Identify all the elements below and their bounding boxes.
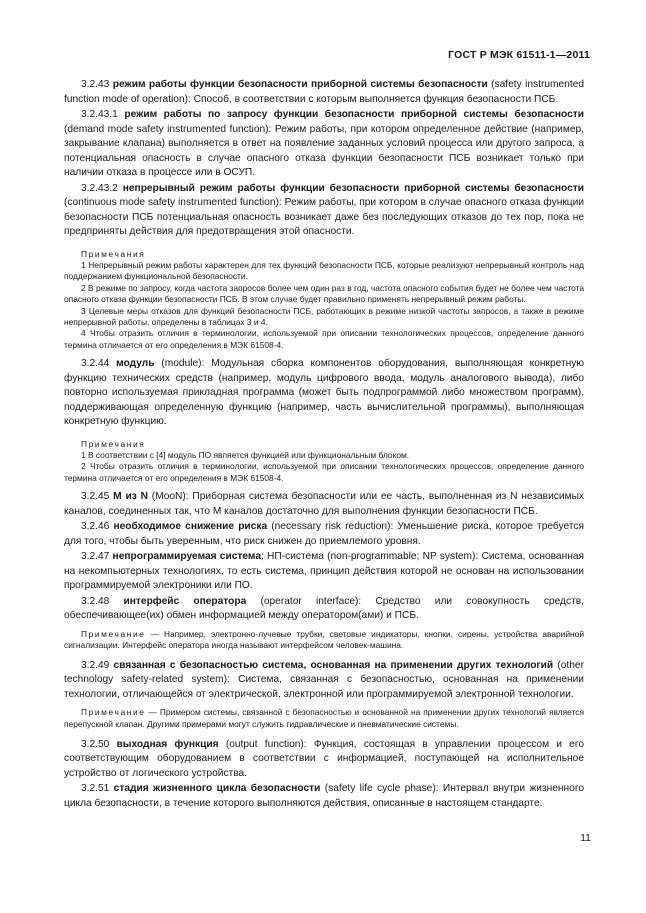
term: интерфейс оператора (123, 595, 247, 607)
term: модуль (116, 358, 155, 370)
clause-3-2-51: 3.2.51 стадия жизненного цикла безопасности (safety life cycle phase): Интервал внутри жизненного цикла безопасности, в течение которого выполняются действия, описанные в настоящем стандарте. (64, 783, 585, 809)
clause-3-2-47: 3.2.47 непрограммируемая система; НП-система (non-programmable; NP system): Система, основанная на некомпьютерных технологиях, то есть система, принцип действия которой не основан на использовании программируемой электроники или ПО. (64, 551, 585, 592)
note-item: 2 Чтобы отразить отличия в терминологии, используемой при описании технологических процессов, определение данного термина отличается от его определения в МЭК 61508-4. (64, 461, 584, 483)
notes-block-2 (64, 439, 584, 485)
note-label: Примечание (81, 628, 146, 639)
note-item: 2 В режиме по запросу, когда частота запросов более чем один раз в год, частота опасного события будет не более чем частота опасного отказа функции безопасности ПСБ. В этом случае будет правильно применять непрерывный режим работы. (64, 282, 584, 305)
page-number: 11 (580, 832, 591, 844)
clause-3-2-43: 3.2.43 режим работы функции безопасности приборной системы безопасности (safety instrumented function mode of operation): Способ, в соответствии с которым выполняется функция безопасности ПСБ. (64, 79, 584, 105)
note-item: 1 Непрерывный режим работы характерен для тех функций безопасности ПСБ, которые реализуют непрерывный контроль над поддержанием функциональной безопасности. (64, 259, 584, 282)
clause-3-2-50: 3.2.50 выходная функция (output function): Функция, состоящая в управлении процессом и его соответствующим оборудованием в соответствии с информацией, поступающей на исполнительное устройство от логического устройства. (64, 738, 584, 779)
clause-3-2-45: 3.2.45 M из N (MooN): Приборная система безопасности или ее часть, выполненная из N независимых каналов, соединенных так, что M каналов достаточно для выполнения функции безопасности ПСБ. (64, 491, 584, 517)
term: непрограммируемая система (112, 551, 261, 563)
note-item: 4 Чтобы отразить отличия в терминологии, используемой при описании технологических процессов, определение данного термина отличается от его определения в МЭК 61508-4. (64, 328, 584, 350)
term: режим работы по запросу функции безопасности приборной системы безопасности (124, 109, 584, 120)
clause-3-2-48: 3.2.48 интерфейс оператора (operator interface): Средство или совокупность средств, обеспечивающее(их) обмен информацией между оператором(ами) и ПСБ. (64, 595, 584, 622)
note-3-2-49: Примечание — Примером системы, связанной с безопасностью и основанной на применении других технологий является перепускной клапан. Другими примерами могут служить гидравлические и пневматические системы. (64, 707, 584, 730)
term: стадия жизненного цикла безопасности (113, 783, 321, 795)
clause-3-2-43-1: 3.2.43.1 режим работы по запросу функции безопасности приборной системы безопасности (demand mode safety instrumented function): Режим работы, при котором определенное действие (например, закрывание клапана) выполняется в ответ на появление заданных условий процесса или другого запроса, а потенциальная опасность в случае опасного отказа функции безопасности ПСБ возникает только при наличии отказа в процессе или в ОСУП. (64, 109, 584, 178)
note-3-2-48: Примечание — Например, электронно-лучевые трубки, световые индикаторы, кнопки, сирены, устройства аварийной сигнализации. Интерфейс оператора иногда называют интерфейсом человек-машина. (64, 628, 584, 651)
term: непрерывный режим работы функции безопасности приборной системы безопасности (122, 182, 584, 194)
term: режим работы функции безопасности приборной системы безопасности (112, 79, 488, 90)
term: необходимое снижение риска (113, 521, 268, 533)
term: связанная с безопасностью система, основанная на применении других технологий (113, 659, 554, 671)
term: M из N (113, 491, 148, 503)
notes-block-1 (64, 249, 584, 352)
term: выходная функция (116, 738, 219, 750)
clause-3-2-49: 3.2.49 связанная с безопасностью система, основанная на применении других технологий (other technology safety-related system): Система, связанная с безопасностью, основанная на применении технологии, отличающейся от электрической, электронной или программируемой электронной технологии. (64, 659, 584, 700)
notes-heading: Примечания (81, 438, 146, 449)
clause-3-2-44: 3.2.44 модуль (module): Модульная сборка компонентов оборудования, выполняющая конкретную функцию технических средств (например, модуль цифрового ввода, модуль аналогового вывода), либо повторно используемая прикладная программа (может быть подпрограммой либо множеством программ), поддерживающая определенную функцию (например, часть вычислительной программы), выполняющая конкретную функцию. (64, 358, 584, 428)
clause-3-2-46: 3.2.46 необходимое снижение риска (necessary risk reduction): Уменьшение риска, которое требуется для того, чтобы быть уверенным, что риск снижен до приемлемого уровня. (64, 521, 584, 547)
document-header: ГОСТ Р МЭК 61511-1—2011 (448, 49, 590, 61)
notes-heading: Примечания (81, 248, 146, 259)
note-label: Примечание (81, 707, 146, 718)
note-item: 3 Целевые меры отказов для функций безопасности ПСБ, работающих в режиме низкой частоты запросов, а также в режиме непрерывной работы, определены в таблицах 3 и 4. (64, 305, 584, 327)
note-item: 1 В соответствии с [4] модуль ПО является функцией или функциональным блоком. (81, 450, 410, 461)
page-content (64, 78, 584, 812)
clause-3-2-43-2: 3.2.43.2 непрерывный режим работы функции безопасности приборной системы безопасности (continuous mode safety instrumented function): Режим работы, при котором в случае опасного отказа функции безопасности ПСБ потенциальная опасность возникает даже без последующих отказов до тех пор, пока не предприняты действия для предотвращения этой опасности. (64, 182, 584, 237)
